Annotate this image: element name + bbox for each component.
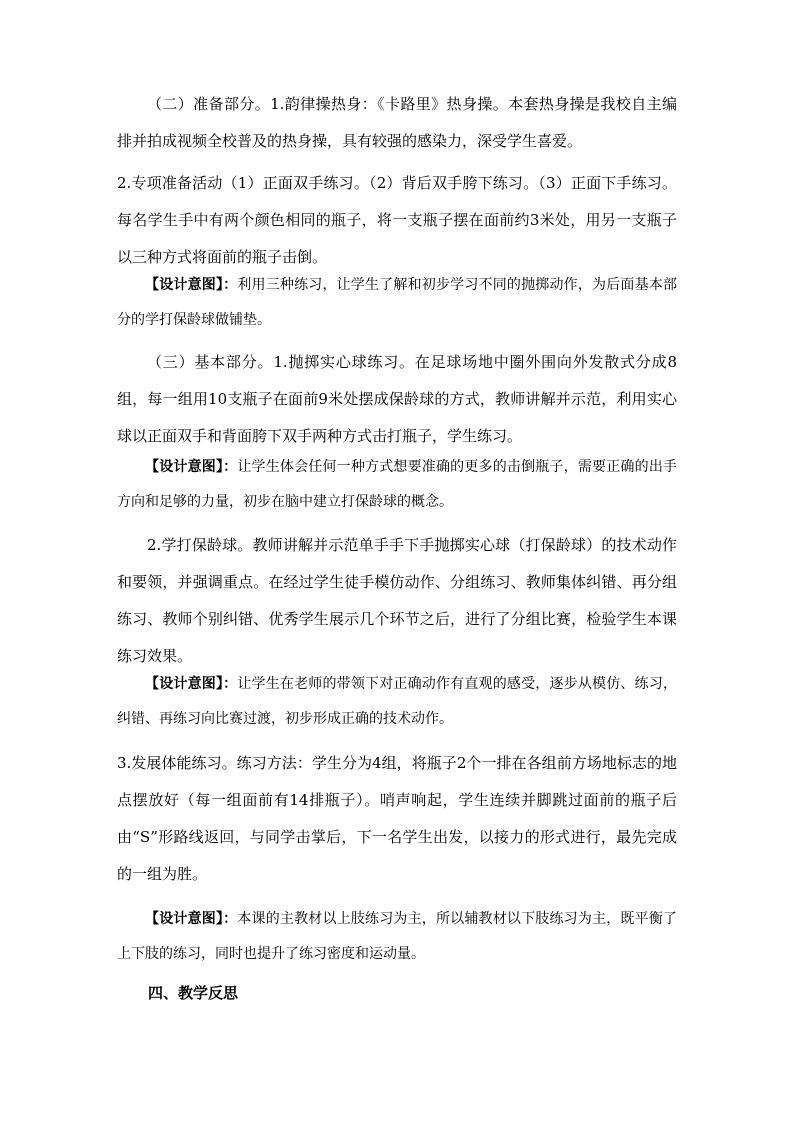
paragraph-bowling: 2.学打保龄球。教师讲解并示范单手手下手抛掷实心球（打保龄球）的技术动作和要领，并强调重点。在经过学生徒手模仿动作、分组练习、教师集体纠错、再分组练习、教师个别纠错、优秀学生展示几个环节之后，进行了分组比赛，检验学生本课练习效果。 [117,536,677,665]
paragraph-special-prep: 2.专项准备活动（1）正面双手练习。（2）背后双手胯下练习。（3）正面下手练习。每名学生手中有两个颜色相同的瓶子，将一支瓶子摆在面前约3米处，用另一支瓶子以三种方式将面前的瓶子击倒。 [117,174,677,266]
design-intent-label: 【设计意图】： [145,459,238,475]
design-intent-text: 利用三种练习，让学生了解和初步学习不同的抛掷动作，为后面基本部分的学打保龄球做铺垫。 [117,277,678,328]
design-intent-label: 【设计意图】： [145,676,238,692]
paragraph-preparation: （二）准备部分。1.韵律操热身：《卡路里》热身操。本套热身操是我校自主编排并拍成视频全校普及的热身操，具有较强的感染力，深受学生喜爱。 [117,95,677,150]
design-intent-text: 让学生在老师的带领下对正确动作有直观的感受，逐步从模仿、练习，纠错、再练习向比赛过渡，初步形成正确的技术动作。 [117,676,678,727]
design-intent-3 [117,667,677,737]
design-intent-text: 本课的主教材以上肢练习为主，所以辅教材以下肢练习为主，既平衡了上下肢的练习，同时也提升了练习密度和运动量。 [117,911,678,962]
design-intent-label: 【设计意图】： [145,277,238,293]
paragraph-basic-part: （三）基本部分。1.抛掷实心球练习。在足球场地中圈外围向外发散式分成8组，每一组用10支瓶子在面前9米处摆成保龄球的方式，教师讲解并示范，利用实心球以正面双手和背面胯下双手两种方式击打瓶子，学生练习。 [117,353,677,445]
design-intent-4 [117,902,677,972]
design-intent-2 [117,450,677,520]
paragraph-fitness: 3.发展体能练习。练习方法：学生分为4组，将瓶子2个一排在各组前方场地标志的地点摆放好（每一组面前有14排瓶子）。哨声响起，学生连续并脚跳过面前的瓶子后由“S”形路线返回，与同学击掌后，下一名学生出发，以接力的形式进行，最先完成的一组为胜。 [117,754,677,883]
design-intent-text: 让学生体会任何一种方式想要准确的更多的击倒瓶子，需要正确的出手方向和足够的力量，初步在脑中建立打保龄球的概念。 [117,459,678,510]
section-heading-reflection: 四、教学反思 [148,984,239,1002]
design-intent-label: 【设计意图】： [145,911,238,927]
design-intent-1 [117,268,677,338]
